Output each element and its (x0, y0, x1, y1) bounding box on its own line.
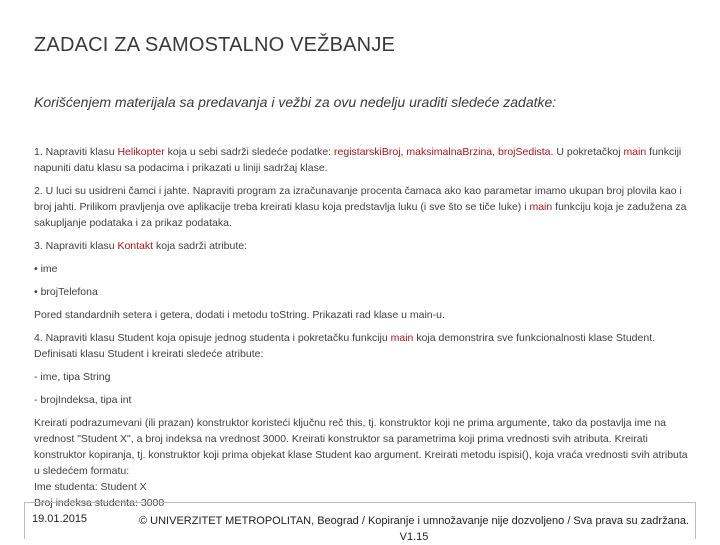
keyword-main: main (390, 332, 414, 344)
bullet-item: • ime (34, 263, 58, 275)
task-4-body: Kreirati podrazumevani (ili prazan) konstruktor koristeći ključnu reč this, tj. konstruktor koji ne prima argumente, tako da postavlja ime na vrednost "Student X", a broj indeksa na vrednost 3000. Kreirati konstruktor sa parametrima koji prima vrednosti svih atributa. Kreirati konstruktor kopiranja, tj. konstruktor koji prima objekat klase Student kao argument. Kreirati metodu ispisi(), koja vraća vrednosti svih atributa u sledećem formatu: (34, 417, 688, 477)
task-4-text: 4. Napraviti klasu Student koja opisuje jednog studenta i pokretačku funkciju (34, 332, 391, 344)
task-3-text: 3. Napraviti klasu (34, 240, 118, 252)
output-line: Broj indeksa studenta: 3000 (34, 497, 165, 509)
task-4 (34, 330, 690, 362)
keyword-main: main (623, 146, 647, 158)
task-list (34, 144, 690, 511)
attribute-item: - brojIndeksa, tipa int (34, 394, 132, 406)
class-name-helikopter: Helikopter (117, 146, 165, 158)
task-1 (34, 144, 690, 176)
task-2-text: funkciju koja je zadužena za sakupljanje podataka i za prikaz podataka. (34, 201, 687, 229)
task-3 (34, 238, 690, 254)
slide-subtitle: Korišćenjem materijala sa predavanja i vežbi za ovu nedelju uraditi sledeće zadatke: (34, 94, 557, 110)
bullet-item: • brojTelefona (34, 286, 98, 298)
task-3-note: Pored standardnih setera i getera, dodati i metodu toString. Prikazati rad klase u main-u. (34, 309, 445, 321)
output-line: Ime studenta: Student X (34, 481, 147, 493)
task-3-text: koja sadrži atribute: (153, 240, 248, 252)
task-1-text: koja u sebi sadrži sledeće podatke: (164, 146, 335, 158)
footer-date: 19.01.2015 (32, 513, 88, 525)
task-2-text: 2. U luci su usidreni čamci i jahte. Napraviti program za izračunavanje procenta čamaca ako kao parametar imamo ukupan broj plovila kao i broj jahti. Prilikom pravljenja ove aplikacije treba kreirati klasu koja predstavlja luku (i sve što se tiče luke) i (34, 185, 682, 213)
attribute-list: registarskiBroj, maksimalnaBrzina, brojSedista (334, 146, 551, 158)
class-name-kontakt: Kontakt (117, 240, 154, 252)
keyword-main: main (529, 201, 553, 213)
footer-copyright: © UNIVERZITET METROPOLITAN, Beograd / Kopiranje i umnožavanje nije dozvoljeno / Sva prava su zadržana. V1.15 (139, 515, 689, 543)
task-4-text: koja demonstrira sve funkcionalnosti klase Student. Definisati klasu Student i kreirati sledeće atribute: (34, 332, 656, 360)
task-1-text: funkciji napuniti datu klasu sa podacima i prikazati u liniji sadržaj klase. (34, 146, 682, 174)
slide-title: ZADACI ZA SAMOSTALNO VEŽBANJE (34, 34, 396, 56)
attribute-item: - ime, tipa String (34, 371, 111, 383)
task-1-text: 1. Napraviti klasu (34, 146, 118, 158)
task-1-text: . U pokretačkoj (550, 146, 624, 158)
task-2 (34, 183, 690, 231)
